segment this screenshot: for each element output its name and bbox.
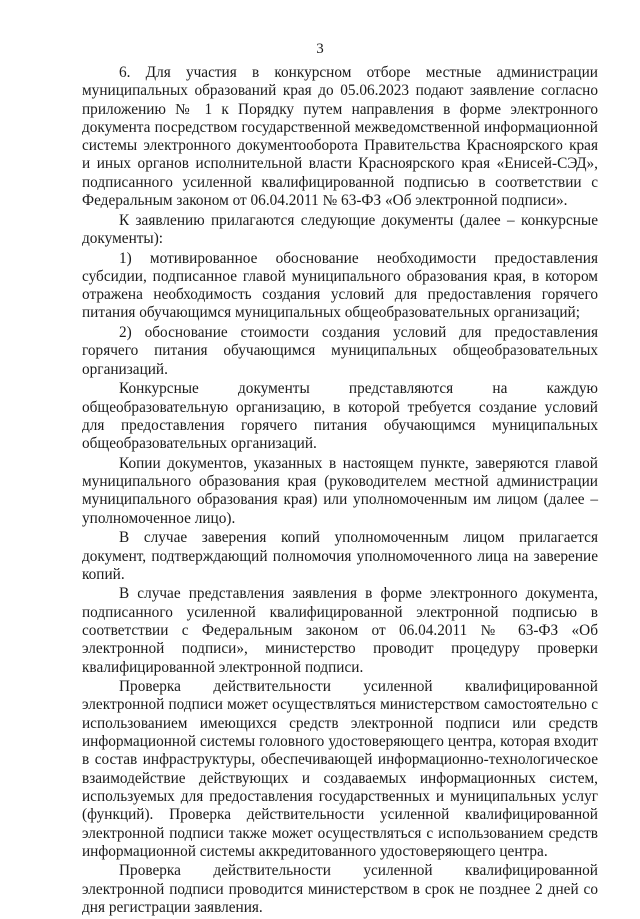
paragraph-electronic-submission: В случае представления заявления в форме электронного документа, подписанного усиленной квалифицированной электронной подписью в соответствии с Федеральным законом от 06.04.2011 № 63-ФЗ «Об электронной подписи», министерство проводит процедуру проверки квалифицированной электронной подписи.	[82, 585, 598, 676]
page-number: 3	[316, 41, 324, 57]
paragraph-check-deadline: Проверка действительности усиленной квалифицированной электронной подписи проводится министерством в срок не позднее 2 дней со дня регистрации заявления.	[82, 862, 598, 917]
paragraph-authority-document: В случае заверения копий уполномоченным лицом прилагается документ, подтверждающий полномочия уполномоченного лица на заверение копий.	[82, 529, 598, 583]
document-body	[82, 64, 598, 919]
paragraph-copies-certification: Копии документов, указанных в настоящем пункте, заверяются главой муниципального образования края (руководителем местной администрации муниципального образования края) или уполномоченным им лицом (далее – уполномоченное лицо).	[82, 454, 598, 527]
paragraph-list-item-2: 2) обоснование стоимости создания условий для предоставления горячего питания обучающимся муниципальных общеобразовательных организаций.	[82, 324, 598, 378]
paragraph-item-6: 6. Для участия в конкурсном отборе местные администрации муниципальных образований края до 05.06.2023 подают заявление согласно приложению № 1 к Порядку путем направления в форме электронного документа посредством государственной межведомственной информационной системы электронного документооборота Правительства Красноярского края и иных органов исполнительной власти Красноярского края «Енисей-СЭД», подписанного усиленной квалифицированной подписью в соответствии с Федеральным законом от 06.04.2011 № 63-ФЗ «Об электронной подписи».	[82, 64, 598, 210]
paragraph-signature-check: Проверка действительности усиленной квалифицированной электронной подписи может осуществляться министерством самостоятельно с использованием имеющихся средств электронной подписи или средств информационной системы головного удостоверяющего центра, которая входит в состав инфраструктуры, обеспечивающей информационно-технологическое взаимодействие действующих и создаваемых информационных систем, используемых для предоставления государственных и муниципальных услуг (функций). Проверка действительности усиленной квалифицированной электронной подписи также может осуществляться с использованием средств информационной системы аккредитованного удостоверяющего центра.	[82, 678, 598, 860]
paragraph-attachments-intro: К заявлению прилагаются следующие документы (далее – конкурсные документы):	[82, 211, 598, 247]
paragraph-documents-per-organization: Конкурсные документы представляются на каждую общеобразовательную организацию, в которой требуется создание условий для предоставления горячего питания обучающимся муниципальных общеобразовательных организаций.	[82, 380, 598, 453]
paragraph-list-item-1: 1) мотивированное обоснование необходимости предоставления субсидии, подписанное главой муниципального образования края, в котором отражена необходимость создания условий для предоставления горячего питания обучающимся муниципальных общеобразовательных организаций;	[82, 249, 598, 322]
